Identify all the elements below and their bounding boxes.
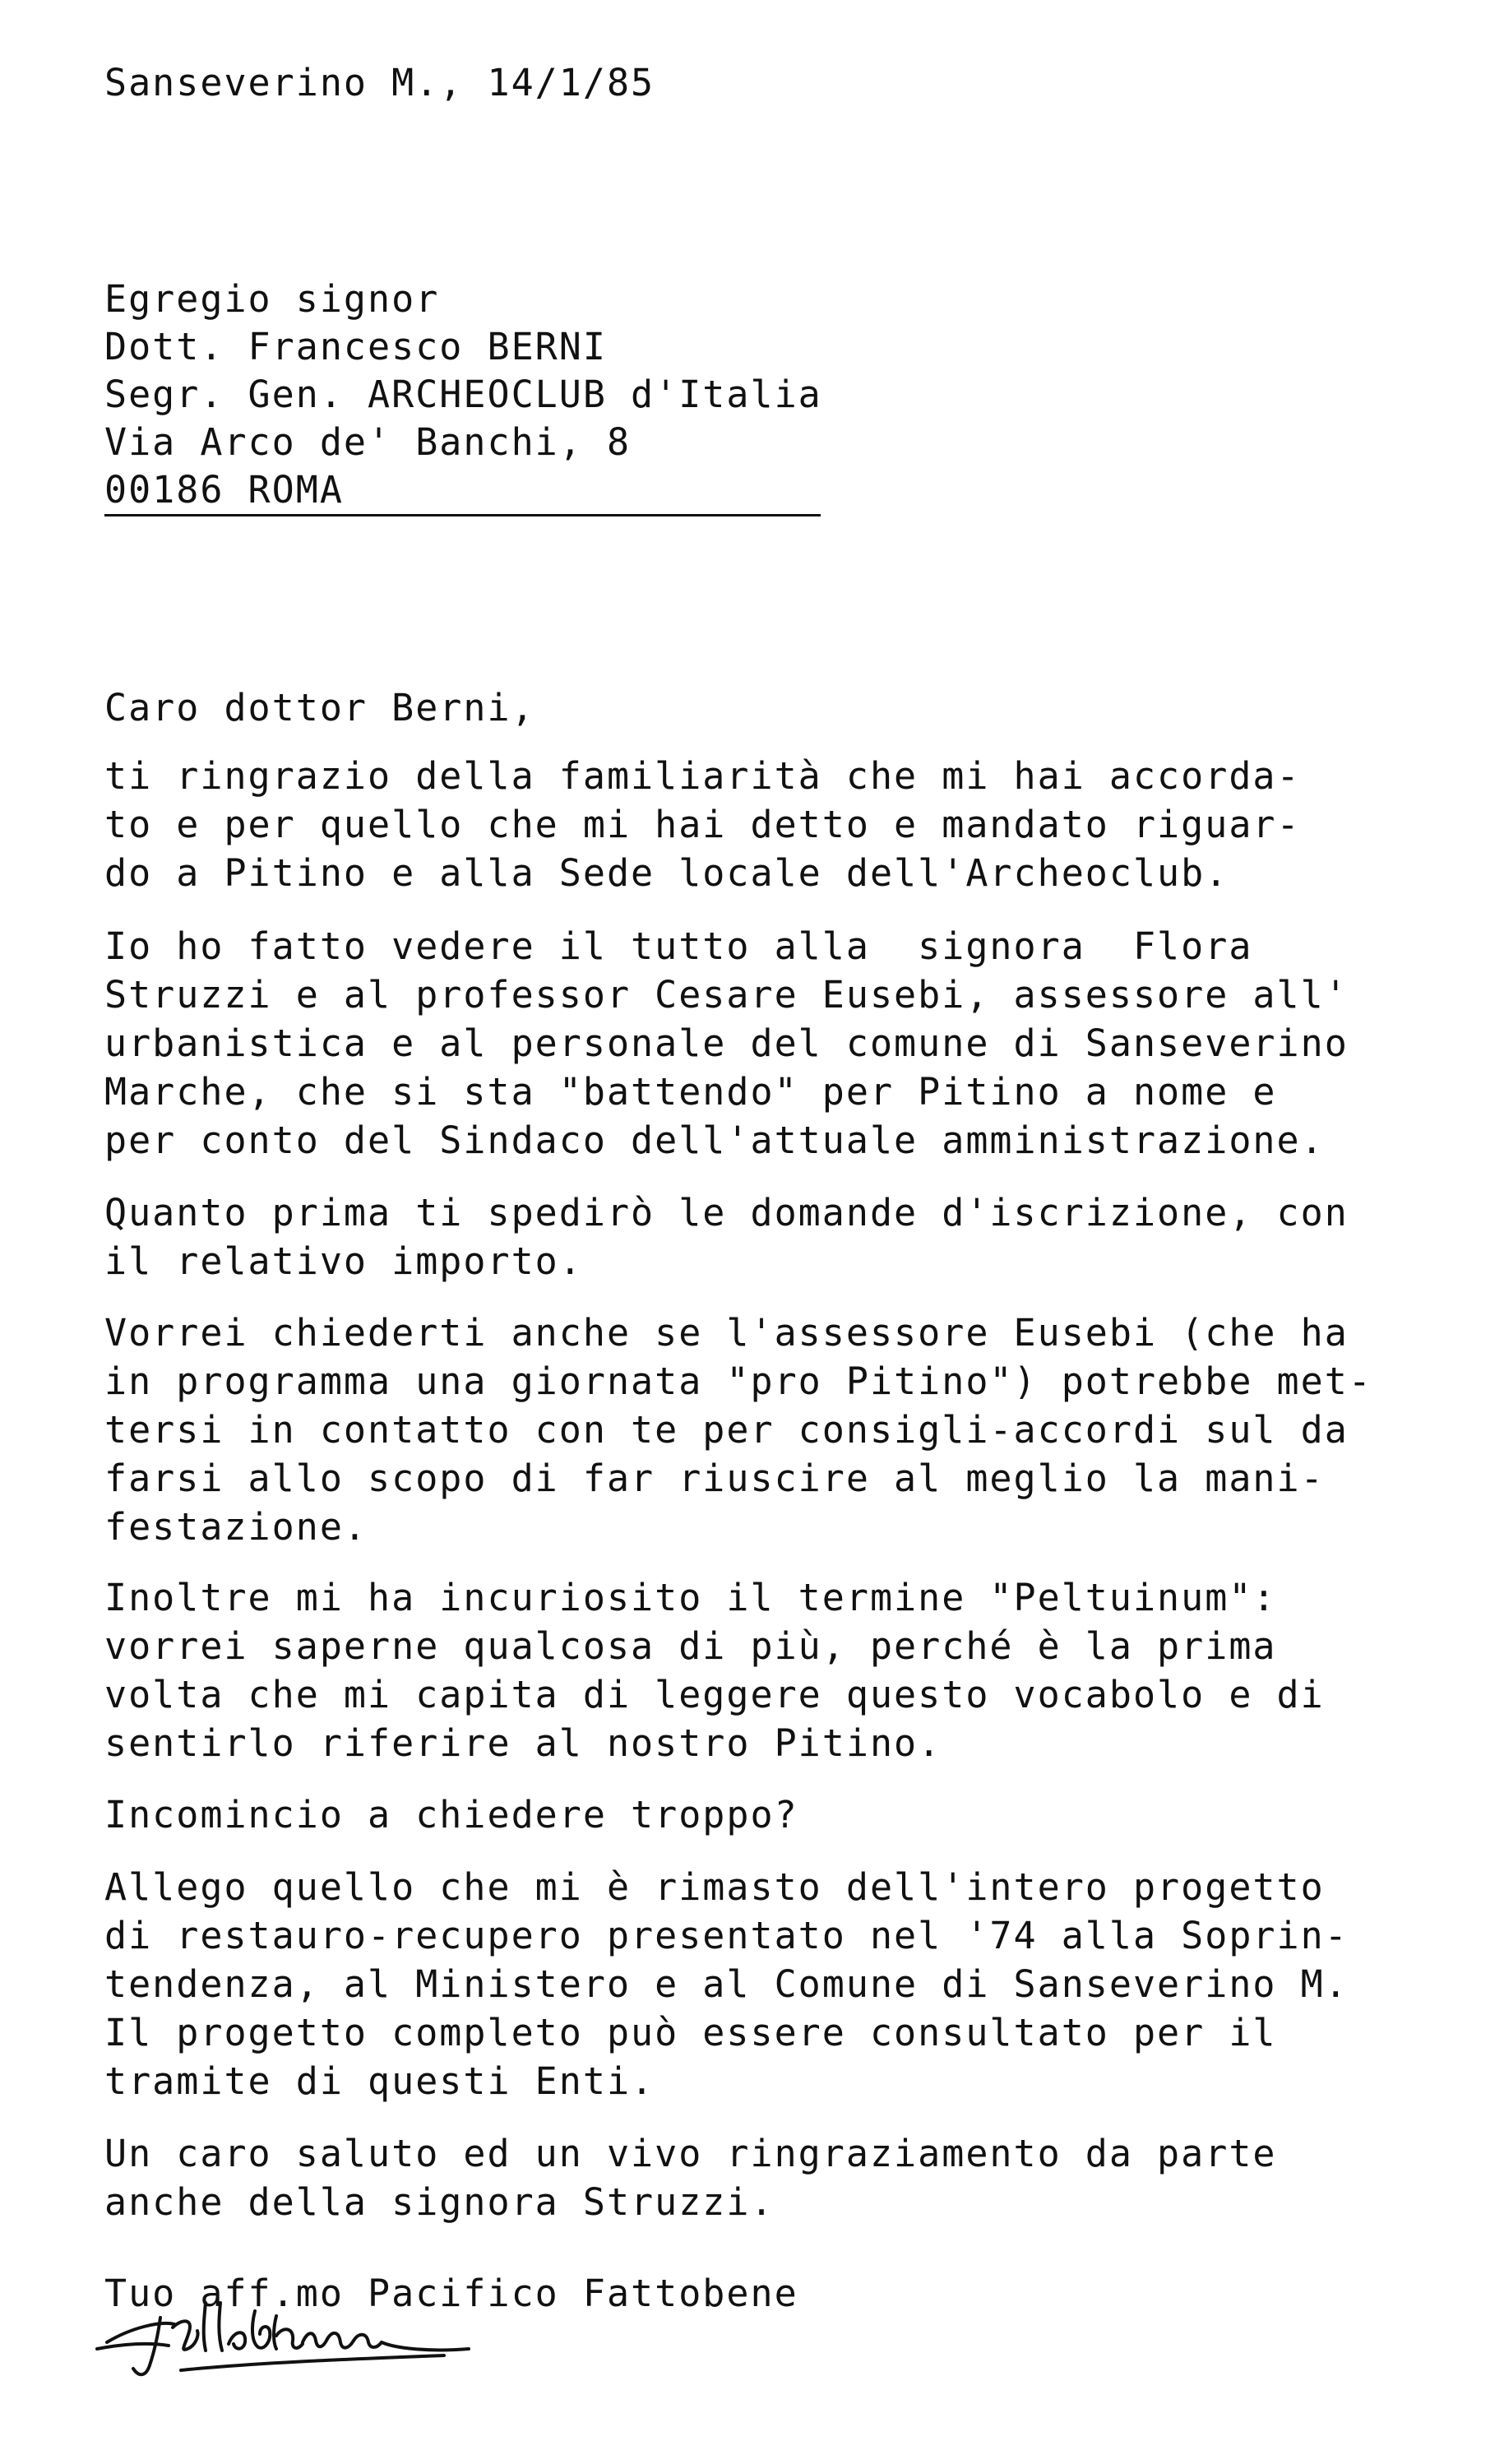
paragraph-5-line-3: volta che mi capita di leggere questo vocabolo e di <box>104 1673 1325 1716</box>
address-line-4: Via Arco de' Banchi, 8 <box>104 420 632 464</box>
handwritten-signature-icon <box>82 2270 477 2393</box>
address-line-3: Segr. Gen. ARCHEOCLUB d'Italia <box>104 373 822 416</box>
paragraph-4-line-4: farsi allo scopo di far riuscire al meglio la mani- <box>104 1457 1325 1500</box>
paragraph-3-line-2: il relativo importo. <box>104 1239 583 1283</box>
paragraph-7-line-4: Il progetto completo può essere consultato per il <box>104 2011 1277 2054</box>
paragraph-7-line-1: Allego quello che mi è rimasto dell'intero progetto <box>104 1865 1325 1909</box>
paragraph-7-line-2: di restauro-recupero presentato nel '74 alla Soprin- <box>104 1914 1349 1957</box>
paragraph-2-line-2: Struzzi e al professor Cesare Eusebi, assessore all' <box>104 973 1349 1017</box>
salutation: Caro dottor Berni, <box>104 686 535 729</box>
paragraph-7-line-5: tramite di questi Enti. <box>104 2059 655 2103</box>
paragraph-4-line-5: festazione. <box>104 1505 368 1549</box>
paragraph-2-line-5: per conto del Sindaco dell'attuale amministrazione. <box>104 1119 1325 1162</box>
closing-line: Tuo aff.mo Pacifico Fattobene <box>104 2272 798 2315</box>
paragraph-8-line-2: anche della signora Struzzi. <box>104 2180 775 2224</box>
paragraph-1-line-3: do a Pitino e alla Sede locale dell'Archeoclub. <box>104 851 1229 895</box>
paragraph-5-line-2: vorrei saperne qualcosa di più, perché è la prima <box>104 1624 1277 1668</box>
paragraph-1-line-2: to e per quello che mi hai detto e mandato riguar- <box>104 803 1301 846</box>
paragraph-6-line-1: Incomincio a chiedere troppo? <box>104 1793 798 1836</box>
paragraph-2-line-3: urbanistica e al personale del comune di Sanseverino <box>104 1021 1349 1065</box>
paragraph-2-line-4: Marche, che si sta "battendo" per Pitino a nome e <box>104 1070 1277 1114</box>
paragraph-5-line-4: sentirlo riferire al nostro Pitino. <box>104 1721 942 1765</box>
paragraph-4-line-3: tersi in contatto con te per consigli-accordi sul da <box>104 1408 1349 1452</box>
paragraph-7-line-3: tendenza, al Ministero e al Comune di Sanseverino M. <box>104 1962 1349 2006</box>
paragraph-1-line-1: ti ringrazio della familiarità che mi hai accorda- <box>104 754 1301 798</box>
address-line-1: Egregio signor <box>104 277 440 321</box>
date-line: Sanseverino M., 14/1/85 <box>104 61 655 104</box>
address-underline <box>104 514 821 516</box>
paragraph-2-line-1: Io ho fatto vedere il tutto alla signora Flora <box>104 924 1253 968</box>
address-line-5: 00186 ROMA <box>104 468 344 512</box>
paragraph-3-line-1: Quanto prima ti spedirò le domande d'iscrizione, con <box>104 1191 1349 1234</box>
paragraph-5-line-1: Inoltre mi ha incuriosito il termine "Peltuinum": <box>104 1576 1277 1619</box>
paragraph-4-line-2: in programma una giornata "pro Pitino") potrebbe met- <box>104 1359 1372 1403</box>
paragraph-8-line-1: Un caro saluto ed un vivo ringraziamento da parte <box>104 2132 1277 2175</box>
paragraph-4-line-1: Vorrei chiederti anche se l'assessore Eusebi (che ha <box>104 1311 1349 1355</box>
address-line-2: Dott. Francesco BERNI <box>104 325 607 368</box>
